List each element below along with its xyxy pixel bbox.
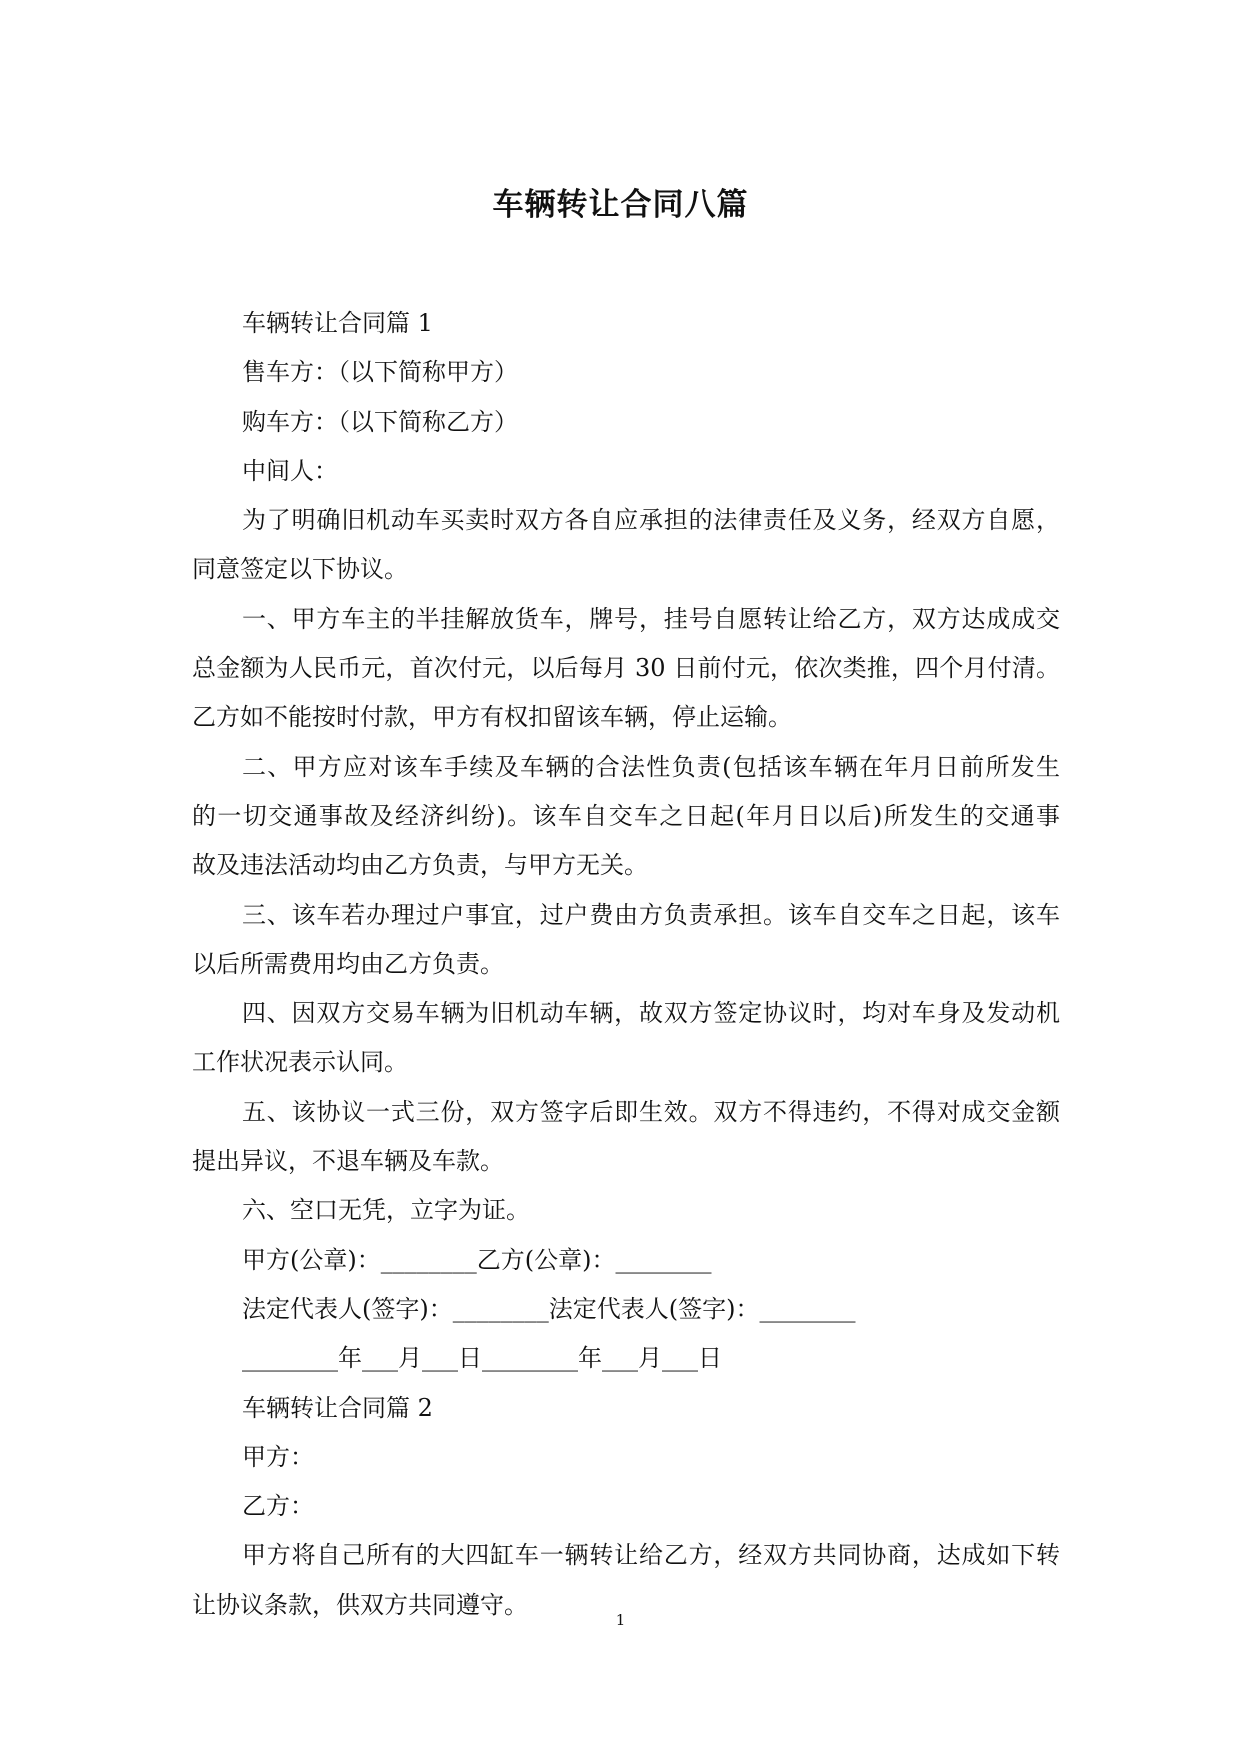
text-line: 售车方：（以下简称甲方） <box>242 358 518 387</box>
document-title: 车辆转让合同八篇 <box>492 187 749 223</box>
text-line: 甲方(公章)：________乙方(公章)：________ <box>242 1245 712 1274</box>
text-line: 乙方如不能按时付款，甲方有权扣留该车辆，停止运输。 <box>192 703 792 732</box>
text-line: 乙方： <box>242 1492 314 1521</box>
text-line: 同意签定以下协议。 <box>192 555 408 584</box>
text-line: 为了明确旧机动车买卖时双方各自应承担的法律责任及义务，经双方自愿， <box>242 506 1060 535</box>
text-line: 甲方将自己所有的大四缸车一辆转让给乙方，经双方共同协商，达成如下转 <box>242 1541 1060 1570</box>
text-line: 甲方： <box>242 1442 314 1471</box>
text-line: 车辆转让合同篇 2 <box>242 1393 433 1422</box>
text-line: ________年___月___日________年___月___日 <box>242 1344 722 1373</box>
text-line: 故及违法活动均由乙方负责，与甲方无关。 <box>192 851 648 880</box>
text-line: 的一切交通事故及经济纠纷)。该车自交车之日起(年月日以后)所发生的交通事 <box>192 801 1060 830</box>
text-line: 一、甲方车主的半挂解放货车，牌号，挂号自愿转让给乙方，双方达成成交 <box>242 604 1060 633</box>
text-line: 以后所需费用均由乙方负责。 <box>192 949 504 978</box>
text-line: 工作状况表示认同。 <box>192 1048 408 1077</box>
text-line: 法定代表人(签字)：________法定代表人(签字)：________ <box>242 1294 856 1323</box>
text-line: 提出异议，不退车辆及车款。 <box>192 1147 504 1176</box>
text-line: 五、该协议一式三份，双方签字后即生效。双方不得违约，不得对成交金额 <box>242 1097 1060 1126</box>
text-line: 四、因双方交易车辆为旧机动车辆，故双方签定协议时，均对车身及发动机 <box>242 999 1060 1028</box>
text-line: 购车方：（以下简称乙方） <box>242 407 518 436</box>
text-line: 二、甲方应对该车手续及车辆的合法性负责(包括该车辆在年月日前所发生 <box>242 752 1060 781</box>
document-body <box>192 299 1060 1630</box>
text-line: 总金额为人民币元，首次付元，以后每月 30 日前付元，依次类推，四个月付清。 <box>192 654 1060 683</box>
text-line: 三、该车若办理过户事宜，过户费由方负责承担。该车自交车之日起，该车 <box>242 900 1060 929</box>
text-line: 中间人： <box>242 456 338 485</box>
page-number: 1 <box>615 1611 626 1629</box>
text-line: 让协议条款，供双方共同遵守。 <box>192 1590 528 1619</box>
text-line: 六、空口无凭，立字为证。 <box>242 1196 530 1225</box>
text-line: 车辆转让合同篇 1 <box>242 309 433 337</box>
